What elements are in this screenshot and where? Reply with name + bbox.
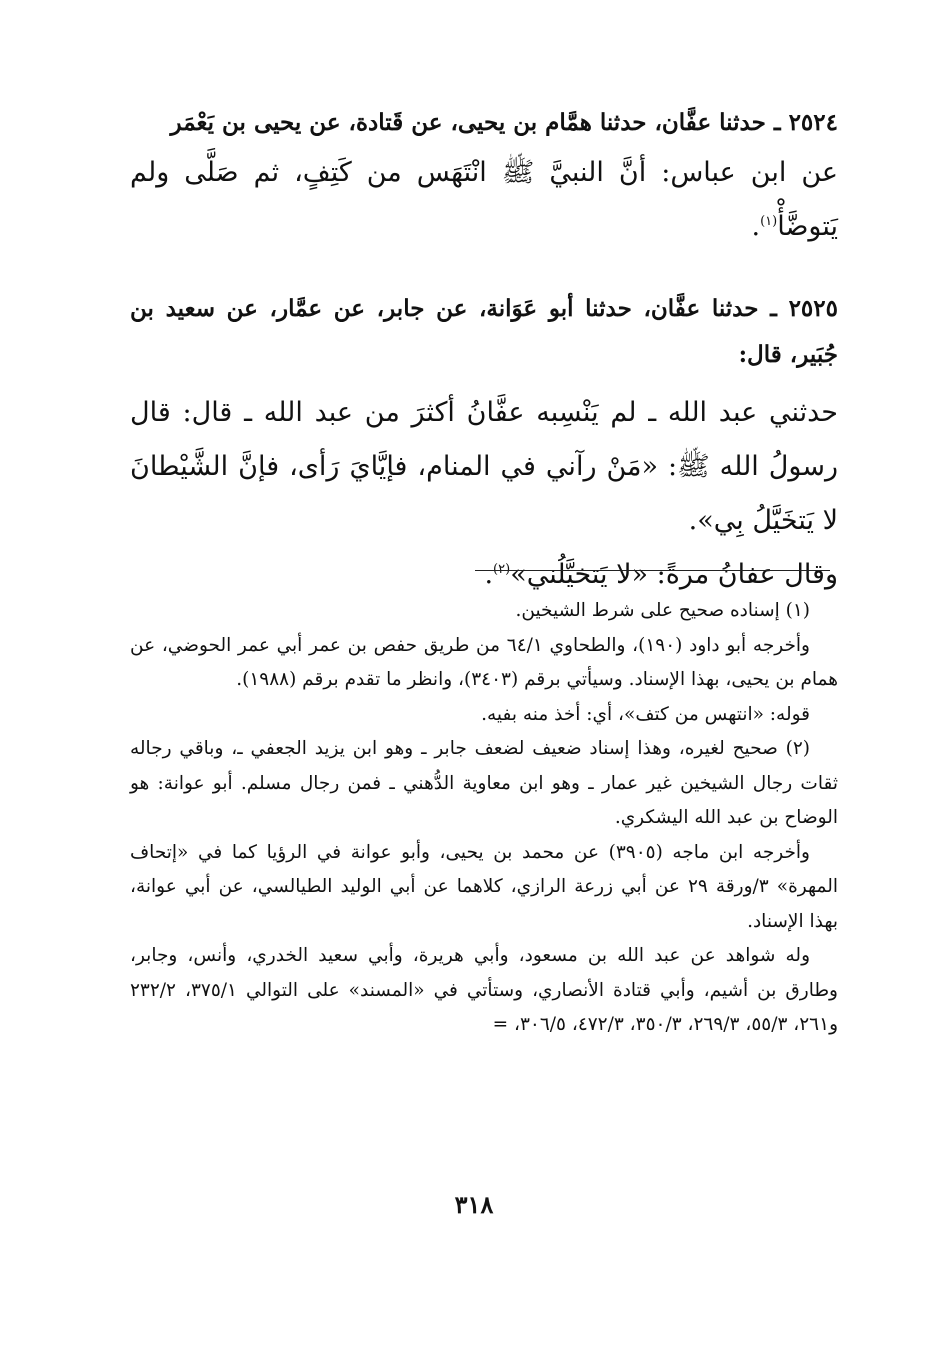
main-text xyxy=(130,100,838,602)
footnote-ref[interactable]: (١) xyxy=(760,214,778,229)
hadith-matn xyxy=(130,146,838,254)
matn-end: . xyxy=(484,559,494,590)
hadith-number: ٢٥٢٥ xyxy=(788,295,838,322)
isnad-text: ـ حدثنا عفَّان، حدثنا همَّام بن يحيى، عن قَتادة، عن يحيى بن يَعْمَر xyxy=(170,109,781,136)
isnad-text: ـ حدثنا عفَّان، حدثنا أبو عَوَانة، عن جابر، عن عمَّار، عن سعيد بن جُبَير، قال: xyxy=(130,295,838,368)
footnote-paragraph: قوله: «انتهس من كتف»، أي: أخذ منه بفيه. xyxy=(481,703,810,725)
hadith-number: ٢٥٢٤ xyxy=(788,109,838,136)
hadith-2524 xyxy=(130,100,838,254)
matn-text: عن ابن عباس: أنَّ النبيَّ ﷺ انْتَهَس من كَتِفٍ، ثم صَلَّى ولم يَتوضَّأْ xyxy=(130,157,838,242)
matn-text: وقال عفانُ مرةً: «لا يَتخيَّلُني» xyxy=(510,559,838,590)
matn-text: حدثني عبد الله ـ لم يَنْسِبه عفَّانُ أكثرَ من عبد الله ـ قال: قال رسولُ الله ﷺ: «مَنْ رآني في المنام، فإيَّايَ رَأى، فإنَّ الشَّيْطانَ لا يَتخَيَّلُ بِي». xyxy=(130,397,838,536)
footnote-paragraph: وأخرجه ابن ماجه (٣٩٠٥) عن محمد بن يحيى، وأبو عوانة في الرؤيا كما في «إتحاف المهرة» ٣/ورقة ٢٩ عن أبي زرعة الرازي، كلاهما عن أبي الوليد الطيالسي، عن أبي عوانة، بهذا الإسناد. xyxy=(130,841,838,932)
hadith-isnad xyxy=(130,100,838,146)
footnote-paragraph: (٢) صحيح لغيره، وهذا إسناد ضعيف لضعف جابر ـ وهو ابن يزيد الجعفي ـ، وباقي رجاله ثقات رجال الشيخين غير عمار ـ وهو ابن معاوية الدُّهني ـ فمن رجال مسلم. أبو عوانة: هو الوضاح بن عبد الله اليشكري. xyxy=(130,738,838,828)
footnote-paragraph: وأخرجه أبو داود (١٩٠)، والطحاوي ٦٤/١ من طريق حفص بن عمر أبي عمر الحوضي، عن همام بن يحيى، بهذا الإسناد. وسيأتي برقم (٣٤٠٣)، وانظر ما تقدم برقم (١٩٨٨). xyxy=(130,634,838,690)
footnote-paragraph: (١) إسناده صحيح على شرط الشيخين. xyxy=(515,600,810,621)
footnote-divider xyxy=(475,570,830,571)
page-number: ٣١٨ xyxy=(454,1190,494,1219)
hadith-2525 xyxy=(130,286,838,602)
matn-end: . xyxy=(751,211,761,242)
footnote-paragraph: وله شواهد عن عبد الله بن مسعود، وأبي هريرة، وأبي سعيد الخدري، وأنس، وجابر، وطارق بن أشيم، وأبي قتادة الأنصاري، وستأتي في «المسند» على التوالي ٣٧٥/١، ٢٣٢/٢ و٢٦١، ٥٥/٣، ٢٦٩/٣، ٣٥٠/٣، ٤٧٢/٣، ٣٠٦/٥، = xyxy=(130,945,838,1035)
footnotes xyxy=(130,594,838,1043)
footnote-ref[interactable]: (٢) xyxy=(493,562,511,577)
hadith-matn xyxy=(130,386,838,548)
hadith-isnad xyxy=(130,286,838,378)
